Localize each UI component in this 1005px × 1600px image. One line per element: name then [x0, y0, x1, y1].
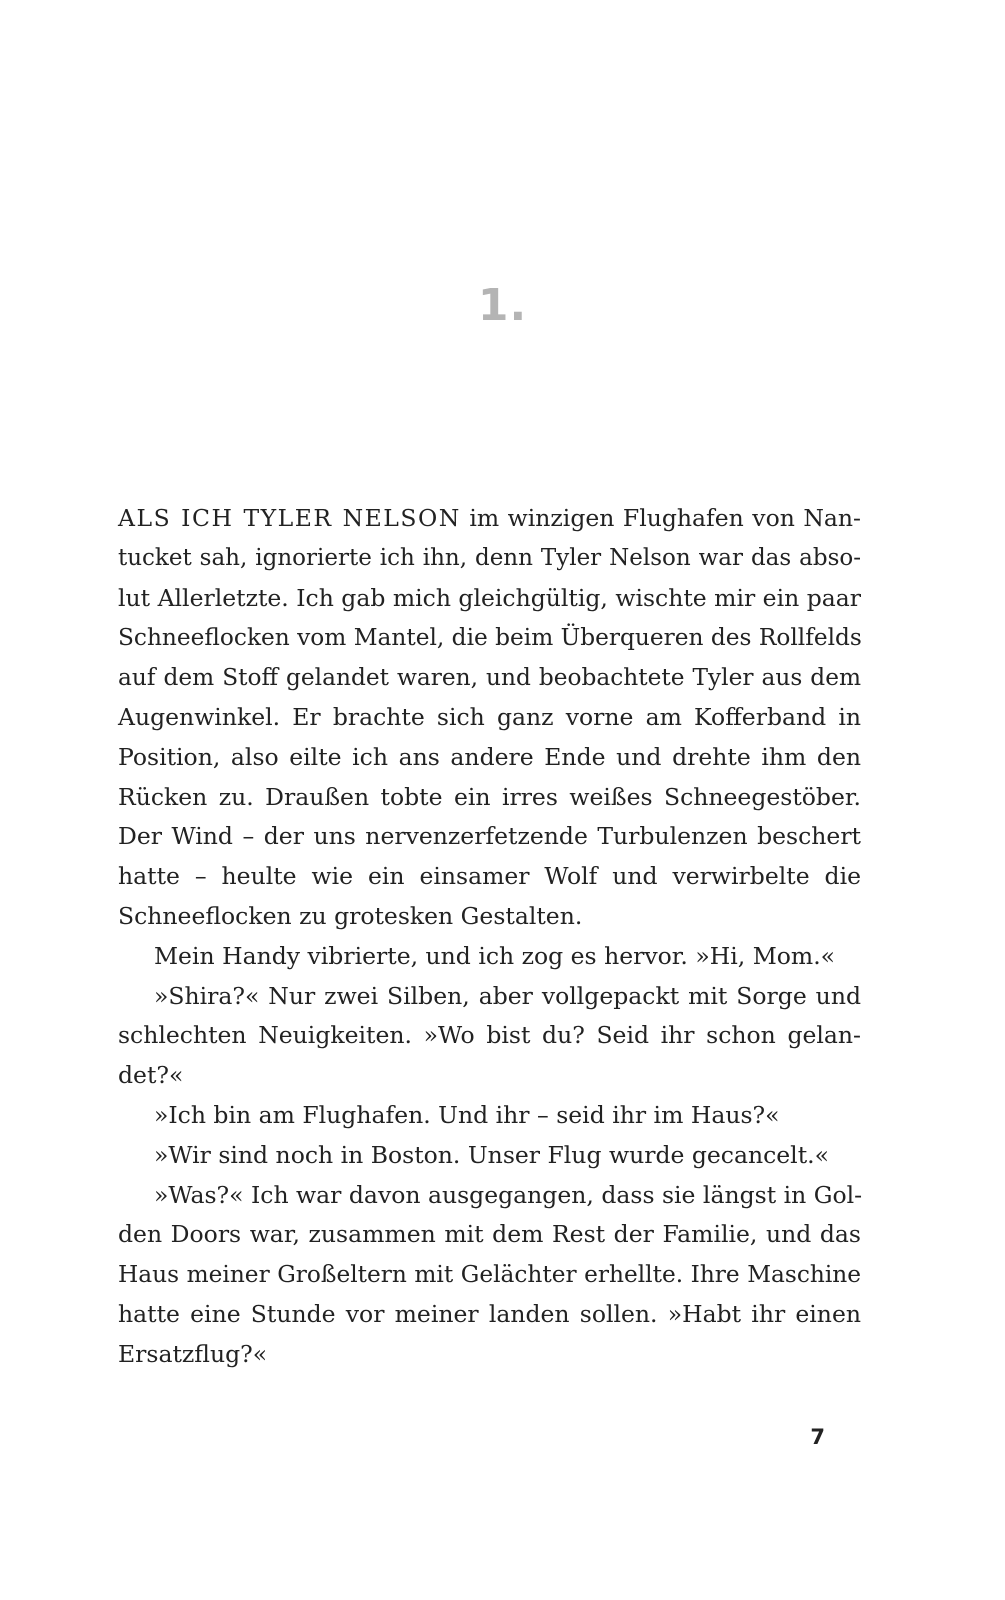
- text-line: Ersatzflug?«: [118, 1339, 268, 1368]
- text-line: schlechten Neuigkeiten. »Wo bist du? Seid ihr schon gelan-: [118, 1021, 861, 1050]
- text-line: lut Allerletzte. Ich gab mich gleichgültig, wischte mir ein paar: [118, 583, 861, 612]
- text-line: Augenwinkel. Er brachte sich ganz vorne am Kofferband in: [118, 702, 861, 731]
- text-line: Schneeflocken vom Mantel, die beim Überqueren des Rollfelds: [118, 624, 862, 652]
- text-line: det?«: [118, 1061, 184, 1090]
- text-line: den Doors war, zusammen mit dem Rest der Familie, und das: [118, 1220, 861, 1249]
- text-line: »Shira?« Nur zwei Silben, aber vollgepackt mit Sorge und: [154, 981, 861, 1010]
- text-line: »Ich bin am Flughafen. Und ihr – seid ihr im Haus?«: [154, 1100, 780, 1129]
- text-line: Mein Handy vibrierte, und ich zog es hervor. »Hi, Mom.«: [154, 941, 836, 970]
- chapter-number: 1.: [477, 280, 528, 331]
- text-line: Rücken zu. Draußen tobte ein irres weißes Schneegestöber.: [118, 782, 861, 811]
- text-line: »Wir sind noch in Boston. Unser Flug wurde gecancelt.«: [154, 1140, 829, 1169]
- chapter-text: [118, 499, 861, 1375]
- text-line: tucket sah, ignorierte ich ihn, denn Tyler Nelson war das abso-: [118, 544, 861, 571]
- text-line: hatte – heulte wie ein einsamer Wolf und verwirbelte die: [118, 862, 861, 891]
- text-line: [118, 499, 861, 539]
- text-line: auf dem Stoff gelandet waren, und beobachtete Tyler aus dem: [118, 664, 861, 692]
- text-line: Der Wind – der uns nervenzerfetzende Turbulenzen beschert: [118, 822, 861, 851]
- text-line: hatte eine Stunde vor meiner landen sollen. »Habt ihr einen: [118, 1299, 861, 1328]
- opening-smallcaps: ALS ICH TYLER NELSON: [118, 504, 461, 532]
- page-number: 7: [810, 1425, 825, 1449]
- text-line: Position, also eilte ich ans andere Ende und drehte ihm den: [118, 742, 861, 771]
- text-line: »Was?« Ich war davon ausgegangen, dass sie längst in Gol-: [154, 1180, 863, 1209]
- text-line: Schneeflocken zu grotesken Gestalten.: [118, 901, 583, 930]
- text-line: Haus meiner Großeltern mit Gelächter erhellte. Ihre Maschine: [118, 1261, 861, 1289]
- first-line-rest: im winzigen Flughafen von Nan-: [460, 504, 862, 532]
